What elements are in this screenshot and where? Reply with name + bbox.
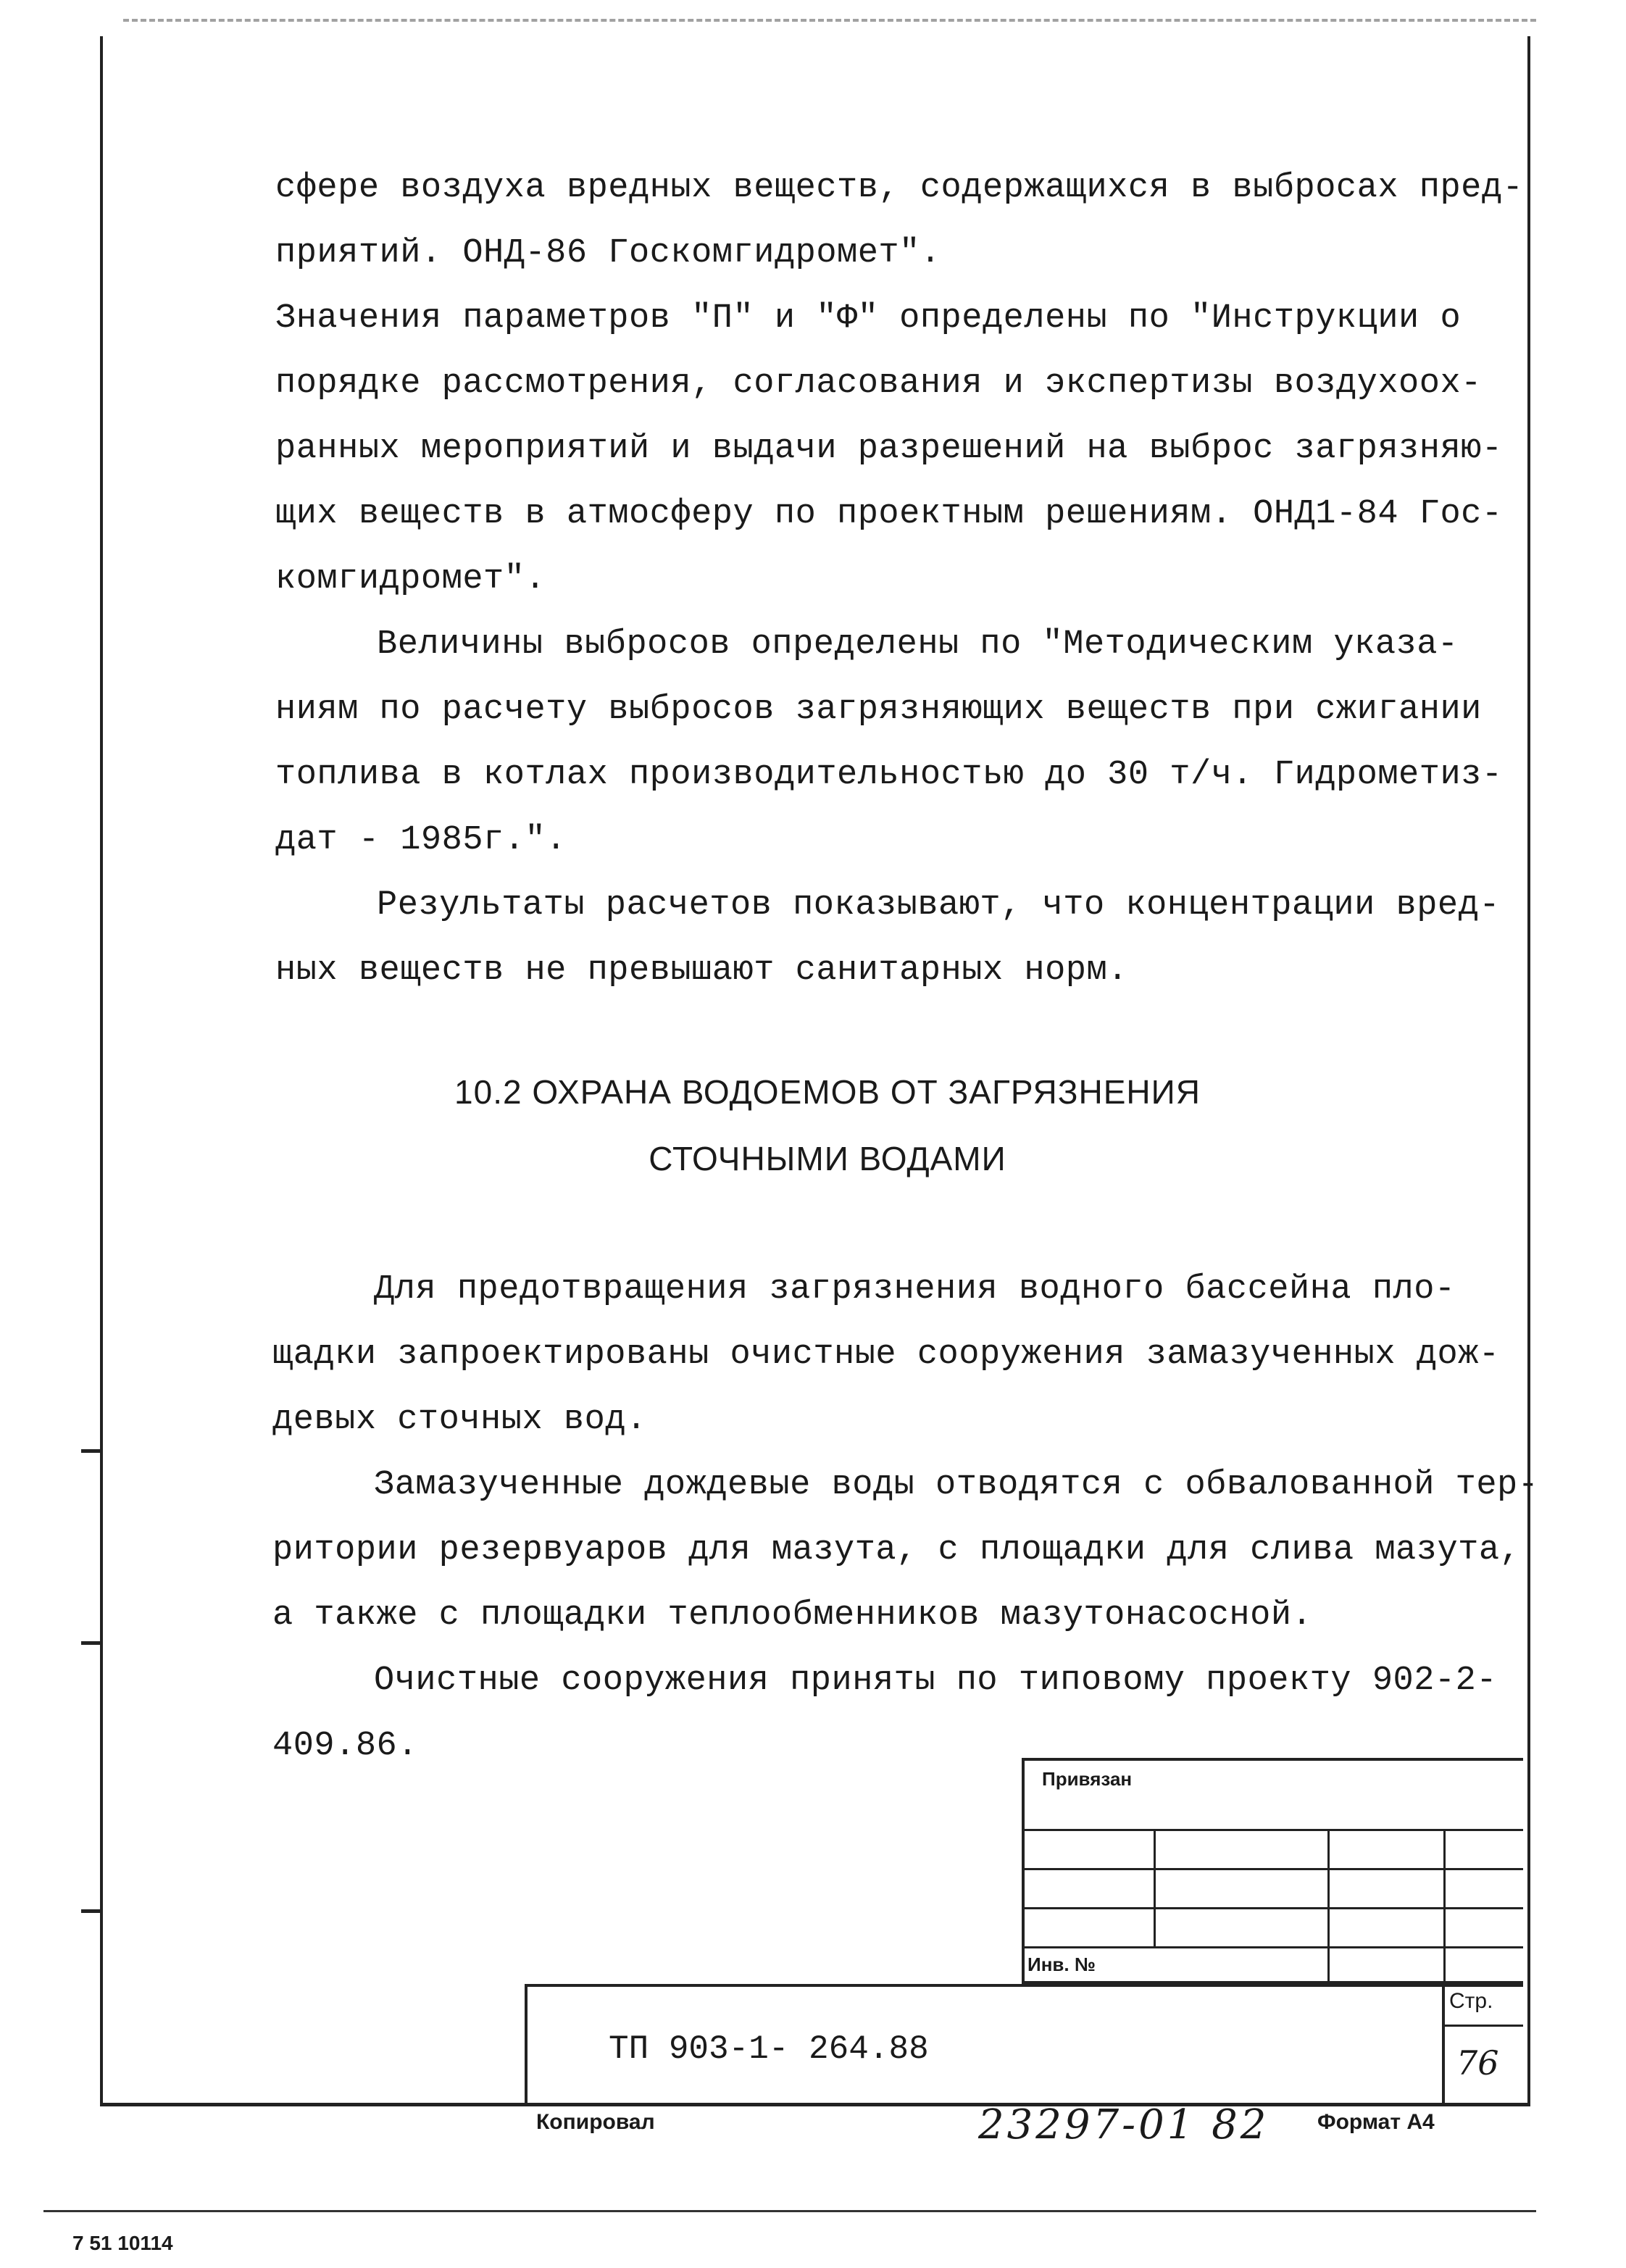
text-line: щих веществ в атмосферу по проектным решениям. ОНД1-84 Гос- xyxy=(275,495,1503,533)
section-heading-line-2: СТОЧНЫМИ ВОДАМИ xyxy=(649,1140,1006,1177)
bound-label: Привязан xyxy=(1042,1768,1133,1790)
text-line: ниям по расчету выбросов загрязняющих веществ при сжигании xyxy=(275,691,1482,729)
text-line: Величины выбросов определены по "Методическим указа- xyxy=(377,625,1459,664)
text-line: Для предотвращения загрязнения водного бассейна пло- xyxy=(374,1270,1456,1309)
archive-code: 7 51 10114 xyxy=(72,2232,173,2254)
stamp-row-line xyxy=(1022,1907,1523,1909)
inventory-label: Инв. № xyxy=(1027,1954,1096,1975)
page-label: Стр. xyxy=(1449,1989,1493,2013)
page-number: 76 xyxy=(1456,2043,1499,2083)
text-line: топлива в котлах производительностью до 30 т/ч. Гидрометиз- xyxy=(275,756,1503,794)
page-cell-divider xyxy=(1442,2025,1523,2027)
text-line: порядке рассмотрения, согласования и экспертизы воздухоох- xyxy=(275,364,1482,403)
text-line: Замазученные дождевые воды отводятся с обвалованной тер- xyxy=(374,1466,1539,1504)
format-label: Формат А4 xyxy=(1317,2110,1435,2134)
paragraph-section xyxy=(272,1257,1539,1779)
margin-tick xyxy=(81,1641,103,1645)
binding-stamp-table xyxy=(1022,1758,1523,1984)
stamp-col-line xyxy=(1443,1829,1446,1984)
text-line: дат - 1985г.". xyxy=(275,821,567,859)
handwritten-number: 23297-01 82 xyxy=(978,2101,1269,2148)
section-heading-line-1: 10.2 ОХРАНА ВОДОЕМОВ ОТ ЗАГРЯЗНЕНИЯ xyxy=(454,1073,1201,1111)
text-line: сфере воздуха вредных веществ, содержащихся в выбросах пред- xyxy=(275,169,1524,207)
text-line: девых сточных вод. xyxy=(272,1401,647,1439)
paragraph-continuation xyxy=(275,156,1524,1004)
text-line: ритории резервуаров для мазута, с площадки для слива мазута, xyxy=(272,1531,1521,1569)
text-line: 409.86. xyxy=(272,1727,418,1765)
stamp-col-line xyxy=(1154,1829,1156,1946)
scan-noise-top xyxy=(123,19,1536,22)
stamp-col-line xyxy=(1327,1829,1330,1984)
stamp-row-line xyxy=(1022,1946,1523,1948)
text-line: Очистные сооружения приняты по типовому проекту 902-2- xyxy=(374,1662,1498,1700)
stamp-row-line xyxy=(1022,1868,1523,1870)
margin-tick xyxy=(81,1449,103,1453)
text-line: ранных мероприятий и выдачи разрешений на выброс загрязняю- xyxy=(275,430,1503,468)
bottom-rule xyxy=(43,2210,1536,2212)
text-line: щадки запроектированы очистные сооружения замазученных дож- xyxy=(272,1335,1500,1374)
text-line: ных веществ не превышают санитарных норм. xyxy=(275,951,1128,990)
text-line: Результаты расчетов показывают, что концентрации вред- xyxy=(377,886,1501,925)
copied-by-label: Копировал xyxy=(536,2110,655,2134)
document-code: ТП 903-1- 264.88 xyxy=(609,2030,929,2068)
margin-tick xyxy=(81,1909,103,1913)
stamp-row-line xyxy=(1022,1829,1523,1831)
text-line: а также с площадки теплообменников мазутонасосной. xyxy=(272,1596,1313,1635)
text-line: комгидромет". xyxy=(275,560,546,599)
text-line: Значения параметров "П" и "Ф" определены по "Инструкции о xyxy=(275,299,1462,338)
text-line: приятий. ОНД-86 Госкомгидромет". xyxy=(275,234,941,272)
